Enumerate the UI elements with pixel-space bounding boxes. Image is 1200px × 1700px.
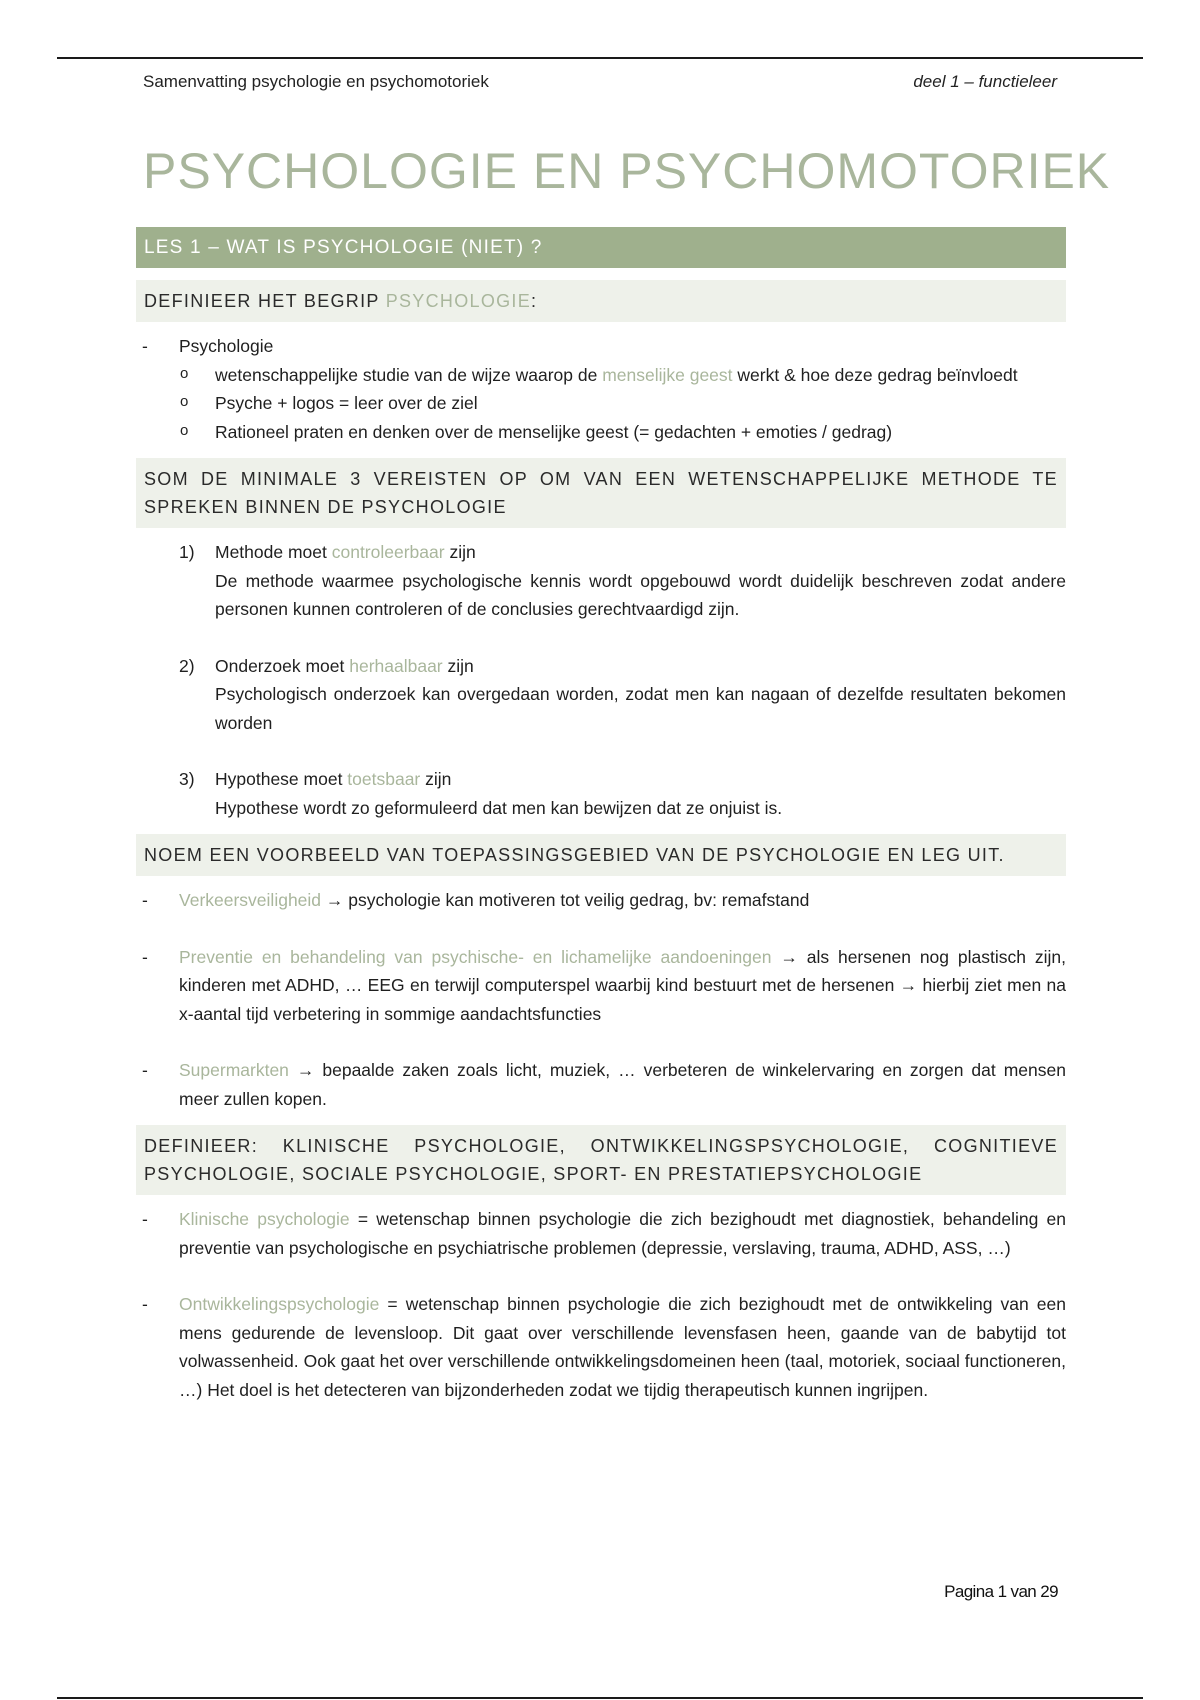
item-description: Hypothese wordt zo geformuleerd dat men kan bewijzen dat ze onjuist is. xyxy=(215,797,783,818)
item-number: 2) xyxy=(179,655,195,676)
running-header xyxy=(143,72,1057,92)
numbered-item xyxy=(136,765,1066,822)
numbered-item xyxy=(136,652,1066,738)
body-text: Hypothese moet xyxy=(215,769,348,789)
body-text: → bepaalde zaken zoals licht, muziek, … verbeteren de winkelervaring en zorgen dat mensen meer zullen kopen. xyxy=(179,1060,1066,1109)
top-rule xyxy=(57,57,1143,59)
list-item xyxy=(136,1205,1066,1262)
lesson-banner: LES 1 – WAT IS PSYCHOLOGIE (NIET) ? xyxy=(136,227,1066,268)
highlight-term: controleerbaar xyxy=(331,542,445,562)
body-text: → als hersenen nog plastisch zijn, kinderen met ADHD, … EEG en terwijl computerspel waarbij kind bestuurt met de hersenen → hierbij ziet men na x-aantal tijd verbetering in sommige aandachtsfuncties xyxy=(179,946,1066,1024)
highlight-term: Preventie en behandeling van psychische- en lichamelijke aandoeningen xyxy=(179,946,772,967)
highlight-term: Ontwikkelingspsychologie xyxy=(179,1294,380,1314)
highlight-term: herhaalbaar xyxy=(349,655,443,676)
question-heading-2: SOM DE MINIMALE 3 VEREISTEN OP OM VAN EEN WETENSCHAPPELIJKE METHODE TE SPREKEN BINNEN DE PSYCHOLOGIE xyxy=(136,458,1066,528)
page-title: PSYCHOLOGIE EN PSYCHOMOTORIEK xyxy=(143,143,1111,199)
highlight-term: menselijke geest xyxy=(602,364,733,385)
question-heading-4: DEFINIEER: KLINISCHE PSYCHOLOGIE, ONTWIKKELINGSPSYCHOLOGIE, COGNITIEVE PSYCHOLOGIE, SOCIALE PSYCHOLOGIE, SPORT- EN PRESTATIEPSYCHOLOGIE xyxy=(136,1125,1066,1195)
document-body xyxy=(136,227,1066,1404)
item-number: 3) xyxy=(179,769,195,789)
numbered-item xyxy=(136,538,1066,624)
body-text: = wetenschap binnen psychologie die zich bezighoudt met diagnostiek, behandeling en preventie van psychologische en psychiatrische problemen (depressie, verslaving, trauma, ADHD, ASS, …) xyxy=(179,1209,1067,1258)
body-text: Methode moet xyxy=(215,542,332,562)
sub-list-item: o Rationeel praten en denken over de menselijke geest (= gedachten + emoties / gedrag) xyxy=(136,418,1066,447)
list-item xyxy=(136,886,1066,915)
highlight-term: PSYCHOLOGIE xyxy=(385,291,532,311)
item-description: De methode waarmee psychologische kennis wordt opgebouwd wordt duidelijk beschreven zodat andere personen kunnen controleren of de conclusies gerechtvaardigd zijn. xyxy=(215,570,1066,619)
section-header: deel 1 – functieleer xyxy=(913,72,1057,91)
body-text: zijn xyxy=(444,542,476,562)
heading-text: : xyxy=(531,291,538,311)
highlight-term: toetsbaar xyxy=(347,769,421,789)
body-text: werkt & hoe deze gedrag beïnvloedt xyxy=(732,364,1018,385)
body-text: wetenschappelijke studie van de wijze waarop de xyxy=(215,364,603,385)
sub-list-item: o Psyche + logos = leer over de ziel xyxy=(136,389,1066,418)
highlight-term: Verkeersveiligheid xyxy=(179,890,322,910)
page-number: Pagina 1 van 29 xyxy=(944,1582,1058,1601)
item-number: 1) xyxy=(179,542,195,562)
list-item: - Psychologie xyxy=(136,332,1066,361)
list-item xyxy=(136,1290,1066,1404)
list-item xyxy=(136,943,1066,1029)
bottom-rule xyxy=(57,1697,1143,1699)
document-title-header: Samenvatting psychologie en psychomotoriek xyxy=(143,72,489,91)
body-text: → psychologie kan motiveren tot veilig gedrag, bv: remafstand xyxy=(321,890,810,910)
question-heading-3: NOEM EEN VOORBEELD VAN TOEPASSINGSGEBIED VAN DE PSYCHOLOGIE EN LEG UIT. xyxy=(136,834,1066,876)
body-text: zijn xyxy=(420,769,452,789)
body-text: Onderzoek moet xyxy=(215,655,350,676)
highlight-term: Supermarkten xyxy=(179,1060,289,1080)
heading-text: DEFINIEER HET BEGRIP xyxy=(144,291,386,311)
body-text: zijn xyxy=(442,655,474,676)
body-text: = wetenschap binnen psychologie die zich bezighoudt met de ontwikkeling van een mens gedurende de levensloop. Dit gaat over verschillende levensfasen heen, gaande van de babytijd tot volwassenheid. Ook gaat het over verschillende ontwikkelingsdomeinen heen (taal, motoriek, sociaal functioneren, …) Het doel is het detecteren van bijzonderheden zodat we tijdig therapeutisch kunnen ingrijpen. xyxy=(179,1294,1066,1400)
item-description: Psychologisch onderzoek kan overgedaan worden, zodat men kan nagaan of dezelfde resultaten bekomen worden xyxy=(215,684,1066,733)
question-heading-1 xyxy=(136,280,1066,322)
list-item xyxy=(136,1056,1066,1113)
sub-list-item xyxy=(136,361,1066,390)
highlight-term: Klinische psychologie xyxy=(179,1209,350,1229)
